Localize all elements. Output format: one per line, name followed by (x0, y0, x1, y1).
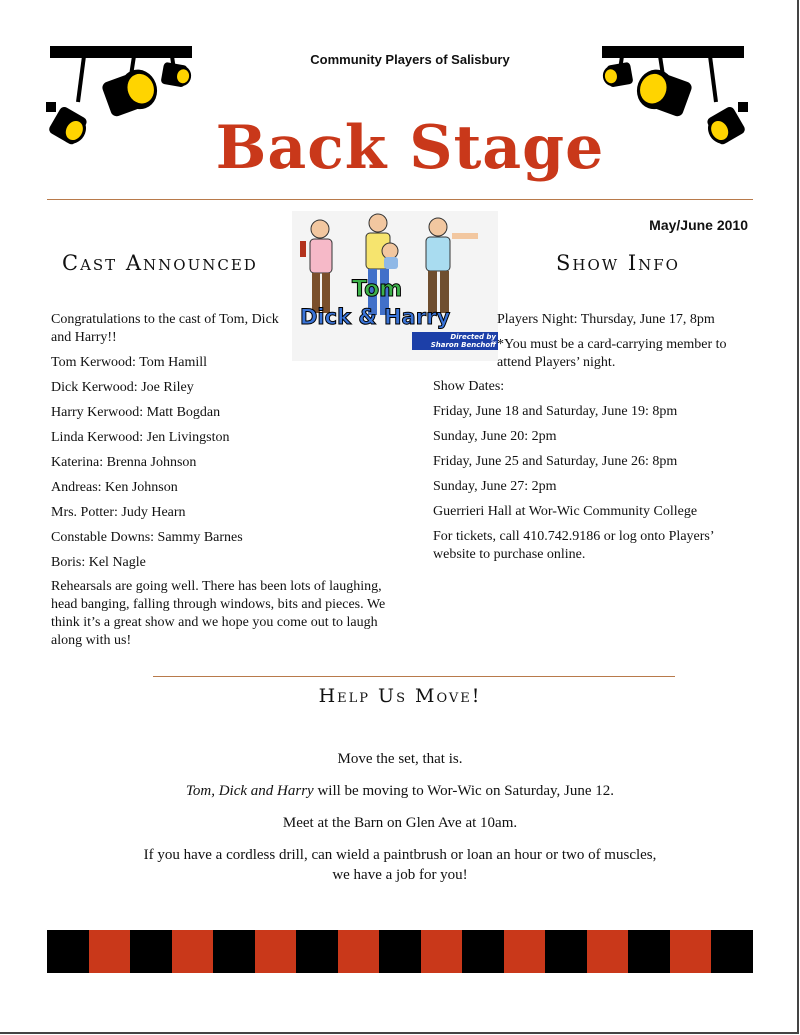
move-line-1: Move the set, that is. (337, 751, 463, 767)
stripe-block (47, 930, 89, 973)
card-member-note: *You must be a card-carrying member to attend Players’ night. (497, 337, 727, 370)
rehearsal-update: Rehearsals are going well. There has been lots of laughing, head banging, falling through windows, bits and pieces. We think it’s a great show and we hope you come out to laugh along with us! (51, 579, 386, 648)
cast-member: Katerina: Brenna Johnson (51, 455, 197, 470)
stripe-block (130, 930, 172, 973)
show-date: Sunday, June 27: 2pm (433, 479, 557, 494)
stripe-block (255, 930, 297, 973)
stripe-block (421, 930, 463, 973)
masthead-title: Back Stage (215, 113, 605, 183)
section-divider (153, 676, 675, 677)
show-date: Friday, June 18 and Saturday, June 19: 8pm (433, 404, 678, 419)
move-line-4b: we have a job for you! (332, 867, 468, 883)
cast-member: Tom Kerwood: Tom Hamill (51, 355, 208, 370)
cast-intro: Congratulations to the cast of Tom, Dick and Harry!! (51, 312, 279, 345)
stripe-block (504, 930, 546, 973)
show-venue: Guerrieri Hall at Wor-Wic Community College (433, 504, 698, 519)
move-line-2-rest: will be moving to Wor-Wic on Saturday, June 12. (313, 783, 615, 799)
move-line-4 (60, 845, 740, 885)
stripe-block (296, 930, 338, 973)
stripe-block (587, 930, 629, 973)
masthead-divider (47, 199, 753, 200)
ticket-info: For tickets, call 410.742.9186 or log onto Players’ website to purchase online. (433, 529, 714, 562)
help-us-move-heading: Help Us Move! (318, 685, 482, 707)
show-date: Friday, June 25 and Saturday, June 26: 8pm (433, 454, 678, 469)
cast-announced-heading: Cast Announced (62, 251, 258, 275)
show-dates-label: Show Dates: (433, 379, 505, 394)
show-logo (292, 211, 498, 361)
stripe-block (462, 930, 504, 973)
stripe-block (172, 930, 214, 973)
move-line-4a: If you have a cordless drill, can wield a paintbrush or loan an hour or two of muscles, (143, 847, 657, 863)
cast-member: Andreas: Ken Johnson (51, 480, 178, 495)
cast-member: Constable Downs: Sammy Barnes (51, 530, 243, 545)
show-info-block (433, 378, 753, 571)
stripe-block (338, 930, 380, 973)
show-info-heading: Show Info (556, 251, 680, 275)
cast-member: Boris: Kel Nagle (51, 555, 146, 570)
move-line-2 (60, 781, 740, 801)
organization-name: Community Players of Salisbury (310, 52, 510, 67)
logo-word-dick-harry: Dick & Harry (300, 305, 451, 329)
stripe-block (545, 930, 587, 973)
stripe-block (628, 930, 670, 973)
footer-stripe (47, 930, 753, 973)
cast-member: Linda Kerwood: Jen Livingston (51, 430, 230, 445)
show-title-italic: Tom, Dick and Harry (185, 783, 314, 799)
logo-word-tom: Tom (352, 277, 403, 302)
stripe-block (711, 930, 753, 973)
stripe-block (670, 930, 712, 973)
show-info-top-block (497, 311, 757, 379)
cast-intro-block (51, 311, 291, 579)
players-night: Players Night: Thursday, June 17, 8pm (497, 312, 715, 327)
cast-member: Mrs. Potter: Judy Hearn (51, 505, 186, 520)
stripe-block (213, 930, 255, 973)
cast-closing-block (51, 578, 391, 657)
stripe-block (89, 930, 131, 973)
issue-date: May/June 2010 (649, 217, 748, 233)
move-line-3: Meet at the Barn on Glen Ave at 10am. (282, 815, 518, 831)
cast-member: Harry Kerwood: Matt Bogdan (51, 405, 221, 420)
logo-director-credit: Directed by Sharon Benchoff (412, 332, 498, 350)
help-us-move-block (60, 749, 740, 885)
stripe-block (379, 930, 421, 973)
show-date: Sunday, June 20: 2pm (433, 429, 557, 444)
cast-member: Dick Kerwood: Joe Riley (51, 380, 194, 395)
